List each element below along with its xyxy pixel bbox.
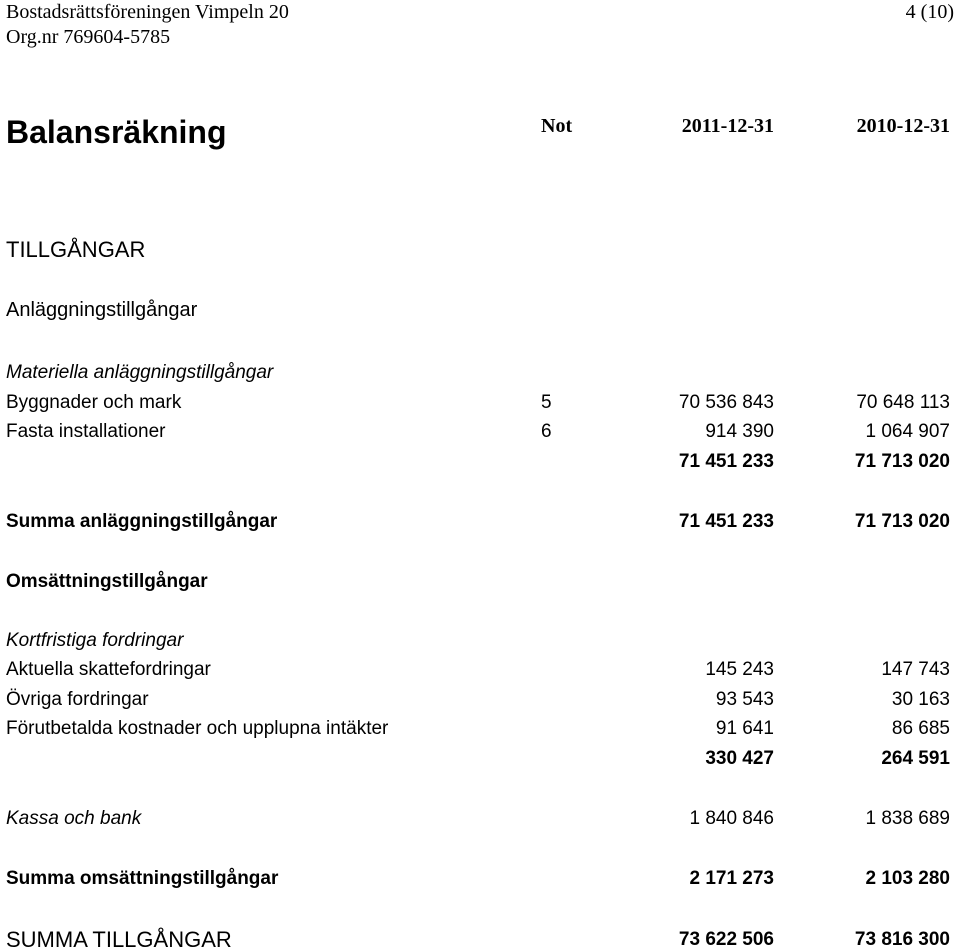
row-ovriga-label: Övriga fordringar bbox=[6, 689, 149, 710]
row-byggnader-2010: 70 648 113 bbox=[856, 392, 950, 413]
row-forutbetalda-2010: 86 685 bbox=[891, 718, 950, 739]
row-summa-tillgangar-label: SUMMA TILLGÅNGAR bbox=[6, 927, 232, 952]
subtotal-materiella-2011: 71 451 233 bbox=[678, 451, 774, 472]
group-materiella: Materiella anläggningstillgångar bbox=[6, 362, 274, 383]
row-ovriga-2011: 93 543 bbox=[715, 689, 774, 710]
row-summa-omsattning-label: Summa omsättningstillgångar bbox=[6, 868, 279, 889]
row-forutbetalda-label: Förutbetalda kostnader och upplupna intäkter bbox=[6, 718, 389, 739]
row-aktuella-label: Aktuella skattefordringar bbox=[6, 659, 211, 680]
row-kassa-2011: 1 840 846 bbox=[689, 808, 774, 829]
row-byggnader-note: 5 bbox=[541, 392, 552, 413]
row-summa-anlaggning-2010: 71 713 020 bbox=[854, 511, 950, 532]
row-fasta-note: 6 bbox=[541, 421, 552, 442]
subtotal-materiella-2010: 71 713 020 bbox=[854, 451, 950, 472]
row-kassa-label: Kassa och bank bbox=[6, 808, 142, 829]
row-kassa-2010: 1 838 689 bbox=[865, 808, 950, 829]
row-ovriga-2010: 30 163 bbox=[891, 689, 950, 710]
section-tillgangar: TILLGÅNGAR bbox=[6, 237, 146, 262]
group-kortfristiga: Kortfristiga fordringar bbox=[6, 630, 184, 651]
column-header-not: Not bbox=[541, 115, 573, 137]
row-summa-anlaggning-2011: 71 451 233 bbox=[678, 511, 774, 532]
row-fasta-2011: 914 390 bbox=[705, 421, 774, 442]
org-name: Bostadsrättsföreningen Vimpeln 20 bbox=[6, 1, 289, 23]
row-summa-omsattning-2011: 2 171 273 bbox=[689, 868, 774, 889]
page-title: Balansräkning bbox=[6, 114, 227, 150]
subtotal-kortfristiga-2010: 264 591 bbox=[881, 748, 950, 769]
row-summa-tillgangar-2011: 73 622 506 bbox=[678, 929, 774, 950]
row-byggnader-label: Byggnader och mark bbox=[6, 392, 182, 413]
subtotal-kortfristiga-2011: 330 427 bbox=[705, 748, 774, 769]
column-header-2011: 2011-12-31 bbox=[681, 115, 774, 137]
row-fasta-label: Fasta installationer bbox=[6, 421, 166, 442]
section-omsattningstillgangar: Omsättningstillgångar bbox=[6, 571, 208, 592]
row-aktuella-2011: 145 243 bbox=[705, 659, 774, 680]
row-aktuella-2010: 147 743 bbox=[881, 659, 950, 680]
org-number: Org.nr 769604-5785 bbox=[6, 26, 171, 48]
row-summa-tillgangar-2010: 73 816 300 bbox=[854, 929, 950, 950]
column-header-2010: 2010-12-31 bbox=[856, 115, 950, 137]
section-anlaggningstillgangar: Anläggningstillgångar bbox=[6, 299, 198, 321]
page-number: 4 (10) bbox=[905, 1, 954, 23]
row-summa-omsattning-2010: 2 103 280 bbox=[865, 868, 950, 889]
row-forutbetalda-2011: 91 641 bbox=[715, 718, 774, 739]
row-fasta-2010: 1 064 907 bbox=[865, 421, 950, 442]
row-summa-anlaggning-label: Summa anläggningstillgångar bbox=[6, 511, 278, 532]
row-byggnader-2011: 70 536 843 bbox=[678, 392, 774, 413]
